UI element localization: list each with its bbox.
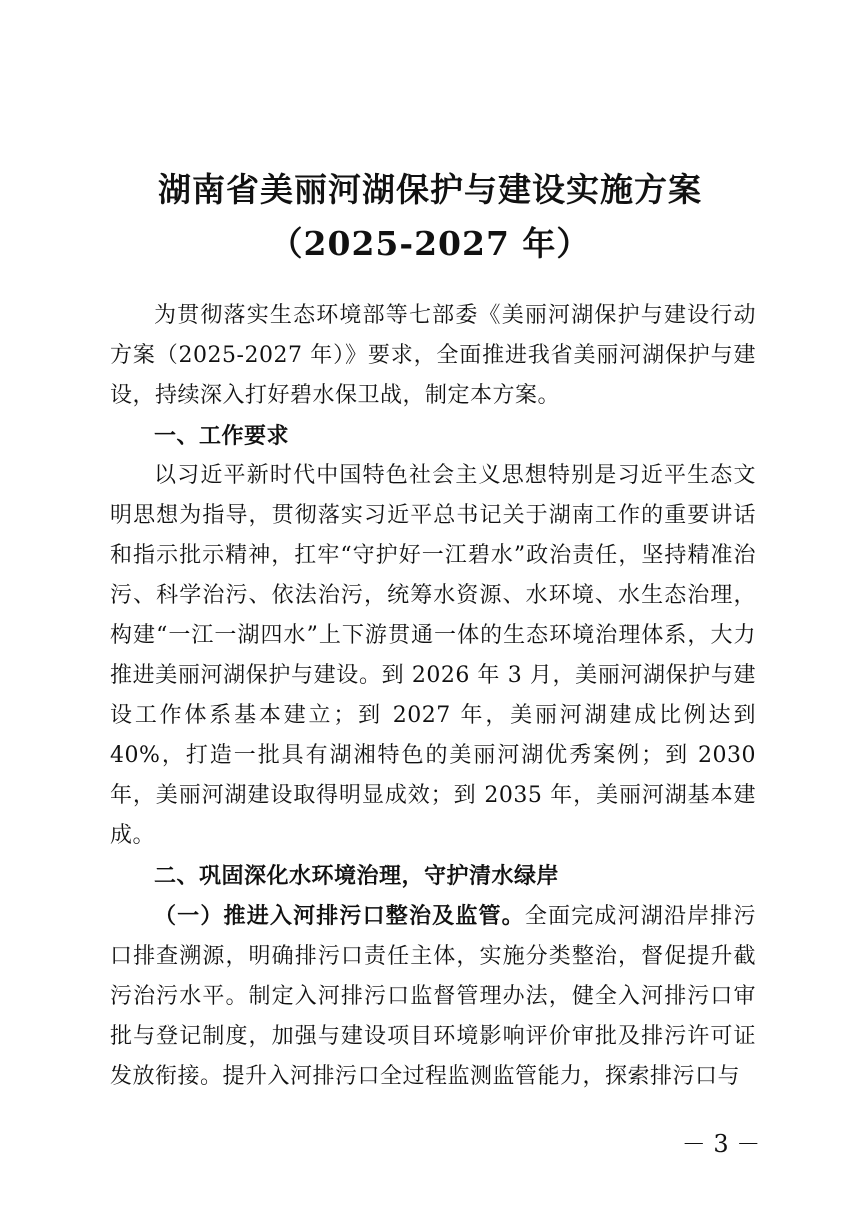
intro-paragraph: 为贯彻落实生态环境部等七部委《美丽河湖保护与建设行动方案（2025-2027 年）》要求，全面推进我省美丽河湖保护与建设，持续深入打好碧水保卫战，制定本方案。 (110, 303, 756, 408)
page-number: － 3 － (681, 1130, 761, 1158)
outfall-paragraph (110, 896, 756, 1097)
document-title: 湖南省美丽河湖保护与建设实施方案 (158, 170, 702, 209)
document-body (110, 296, 756, 1097)
section-heading-work-requirements: 一、工作要求 (154, 423, 290, 449)
document-subtitle: （2025-2027 年） (269, 224, 591, 263)
outfall-paragraph-text: 全面完成河湖沿岸排污口排查溯源，明确排污口责任主体，实施分类整治，督促提升截污治污水平。制定入河排污口监督管理办法，健全入河排污口审批与登记制度，加强与建设项目环境影响评价审批及排污许可证发放衔接。提升入河排污口全过程监测监管能力，探索排污口与 (110, 904, 756, 1089)
outfall-paragraph-lead: （一）推进入河排污口整治及监管。 (154, 903, 525, 929)
section-heading-water-environment: 二、巩固深化水环境治理，守护清水绿岸 (154, 863, 560, 889)
work-requirements-paragraph: 以习近平新时代中国特色社会主义思想特别是习近平生态文明思想为指导，贯彻落实习近平总书记关于湖南工作的重要讲话和指示批示精神，扛牢“守护好一江碧水”政治责任，坚持精准治污、科学治污、依法治污，统筹水资源、水环境、水生态治理，构建“一江一湖四水”上下游贯通一体的生态环境治理体系，大力推进美丽河湖保护与建设。到 2026 年 3 月，美丽河湖保护与建设工作体系基本建立；到 2027 年，美丽河湖建成比例达到 40%，打造一批具有湖湘特色的美丽河湖优秀案例；到 2030 年，美丽河湖建设取得明显成效；到 2035 年，美丽河湖基本建成。 (110, 463, 756, 848)
